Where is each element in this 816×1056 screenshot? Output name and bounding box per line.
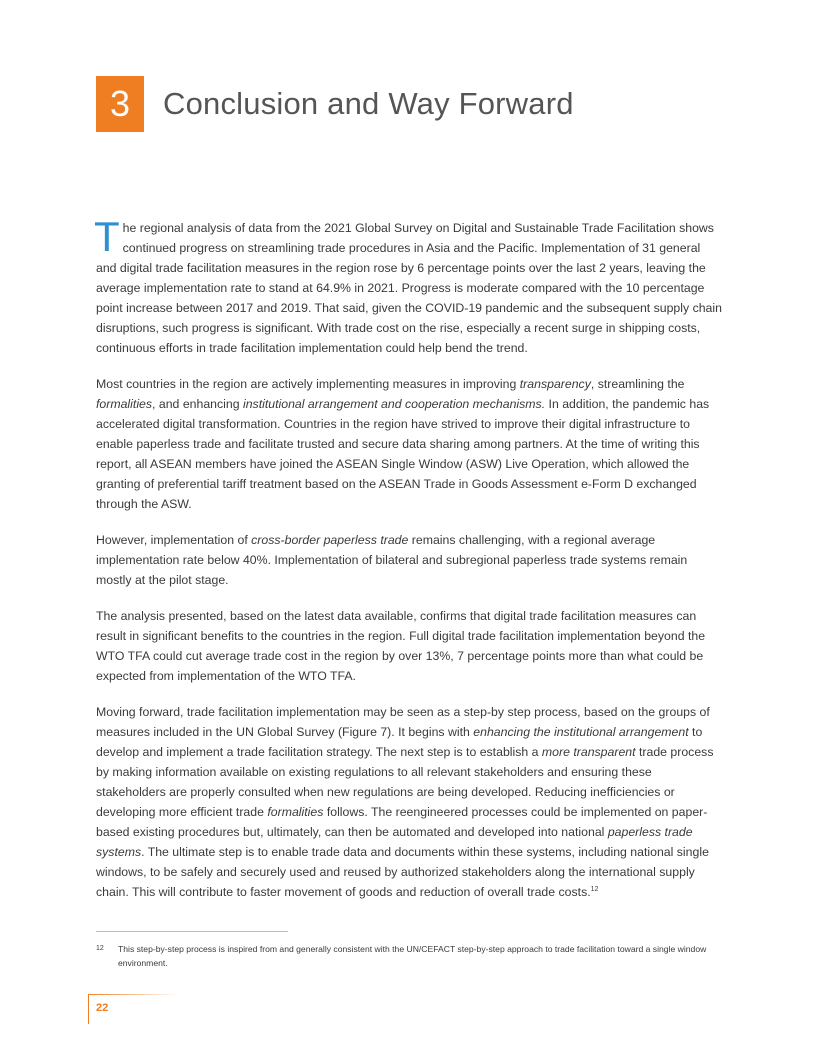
paragraph-5 bbox=[96, 702, 722, 902]
paragraph-5-part: follows. The reengineered processes could be implemented on paper-based existing procedures but, ultimately, can then be automated and developed into national bbox=[96, 805, 708, 839]
paragraph-5-emphasis: formalities bbox=[267, 805, 324, 819]
page-number: 22 bbox=[96, 1002, 109, 1014]
paragraph-5-emphasis: paperless trade systems bbox=[96, 825, 693, 859]
paragraph-2-part: , and enhancing bbox=[152, 397, 243, 411]
paragraph-3-part: However, implementation of bbox=[96, 533, 252, 547]
paragraph-2 bbox=[96, 374, 722, 514]
paragraph-5-part: . The ultimate step is to enable trade data and documents within these systems, including national single windows, to be safely and securely used and reused by authorized stakeholders along the international supply chain. This will contribute to faster movement of goods and reduction of overall trade costs. bbox=[96, 845, 709, 899]
paragraph-5-emphasis: enhancing the institutional arrangement bbox=[473, 725, 689, 739]
footnote-divider bbox=[96, 931, 288, 932]
paragraph-2-emphasis: institutional arrangement and cooperation mechanisms. bbox=[242, 397, 546, 411]
page-number-block bbox=[88, 994, 178, 1024]
paragraph-5-part: Moving forward, trade facilitation implementation may be seen as a step-by step process, based on the groups of measures included in the UN Global Survey (Figure 7). It begins with bbox=[96, 705, 710, 739]
paragraph-3-part: remains challenging, with a regional average implementation rate below 40%. Implementation of bilateral and subregional paperless trade systems remain mostly at the pilot stage. bbox=[96, 533, 688, 587]
chapter-title: Conclusion and Way Forward bbox=[163, 86, 574, 121]
paragraph-4: The analysis presented, based on the latest data available, confirms that digital trade facilitation measures can result in significant benefits to the countries in the region. Full digital trade facilitation implementation beyond the WTO TFA could cut average trade cost in the region by over 13%, 7 percentage points more than what could be expected from implementation of the WTO TFA. bbox=[96, 609, 706, 683]
paragraph-2-emphasis: transparency bbox=[519, 377, 591, 391]
footnote-text: This step-by-step process is inspired from and generally consistent with the UN/CEFACT step-by-step approach to trade facilitation toward a single window environment. bbox=[118, 944, 707, 968]
paragraph-3-emphasis: cross-border paperless trade bbox=[251, 533, 409, 547]
paragraph-5-part: to develop and implement a trade facilitation strategy. The next step is to establish a bbox=[96, 725, 703, 759]
chapter-number: 3 bbox=[96, 76, 144, 132]
drop-cap: T bbox=[94, 213, 120, 260]
paragraph-5-emphasis: more transparent bbox=[541, 745, 636, 759]
page-number-rule-horizontal bbox=[88, 994, 178, 995]
paragraph-5-part: trade process by making information available on existing regulations to all relevant stakeholders and ensuring these stakeholders are properly consulted when new regulations are being developed. Reducing inefficiencies or developing more efficient trade bbox=[96, 745, 714, 819]
paragraph-2-part: , streamlining the bbox=[590, 377, 685, 391]
footnote-reference[interactable]: 12 bbox=[590, 885, 599, 893]
paragraph-2-part: Most countries in the region are actively implementing measures in improving bbox=[96, 377, 520, 391]
page-number-rule-vertical bbox=[88, 994, 89, 1024]
paragraph-3 bbox=[96, 530, 722, 590]
footnote-mark: 12 bbox=[96, 945, 104, 952]
paragraph-1 bbox=[94, 213, 722, 358]
paragraph-2-emphasis: formalities bbox=[96, 397, 153, 411]
paragraph-1-text: he regional analysis of data from the 2021 Global Survey on Digital and Sustainable Trade Facilitation shows continued progress on streamlining trade procedures in Asia and the Pacific. Implementation of 31 general and digital trade facilitation measures in the region rose by 6 percentage points over the last 2 years, leaving the average implementation rate to stand at 64.9% in 2021. Progress is moderate compared with the 10 percentage point increase between 2017 and 2019. That said, given the COVID-19 pandemic and the subsequent supply chain disruptions, such progress is significant. With trade cost on the rise, especially a recent surge in shipping costs, continuous efforts in trade facilitation implementation could help bend the trend. bbox=[96, 221, 722, 355]
paragraph-2-part: In addition, the pandemic has accelerated digital transformation. Countries in the region have strived to improve their digital infrastructure to enable paperless trade and facilitate trusted and secure data sharing among partners. At the time of writing this report, all ASEAN members have joined the ASEAN Single Window (ASW) Live Operation, which allowed the granting of preferential tariff treatment based on the ASEAN Trade in Goods Assessment e-Form D exchanged through the ASW. bbox=[96, 397, 710, 511]
footnote bbox=[96, 942, 722, 970]
body-text bbox=[94, 213, 722, 918]
